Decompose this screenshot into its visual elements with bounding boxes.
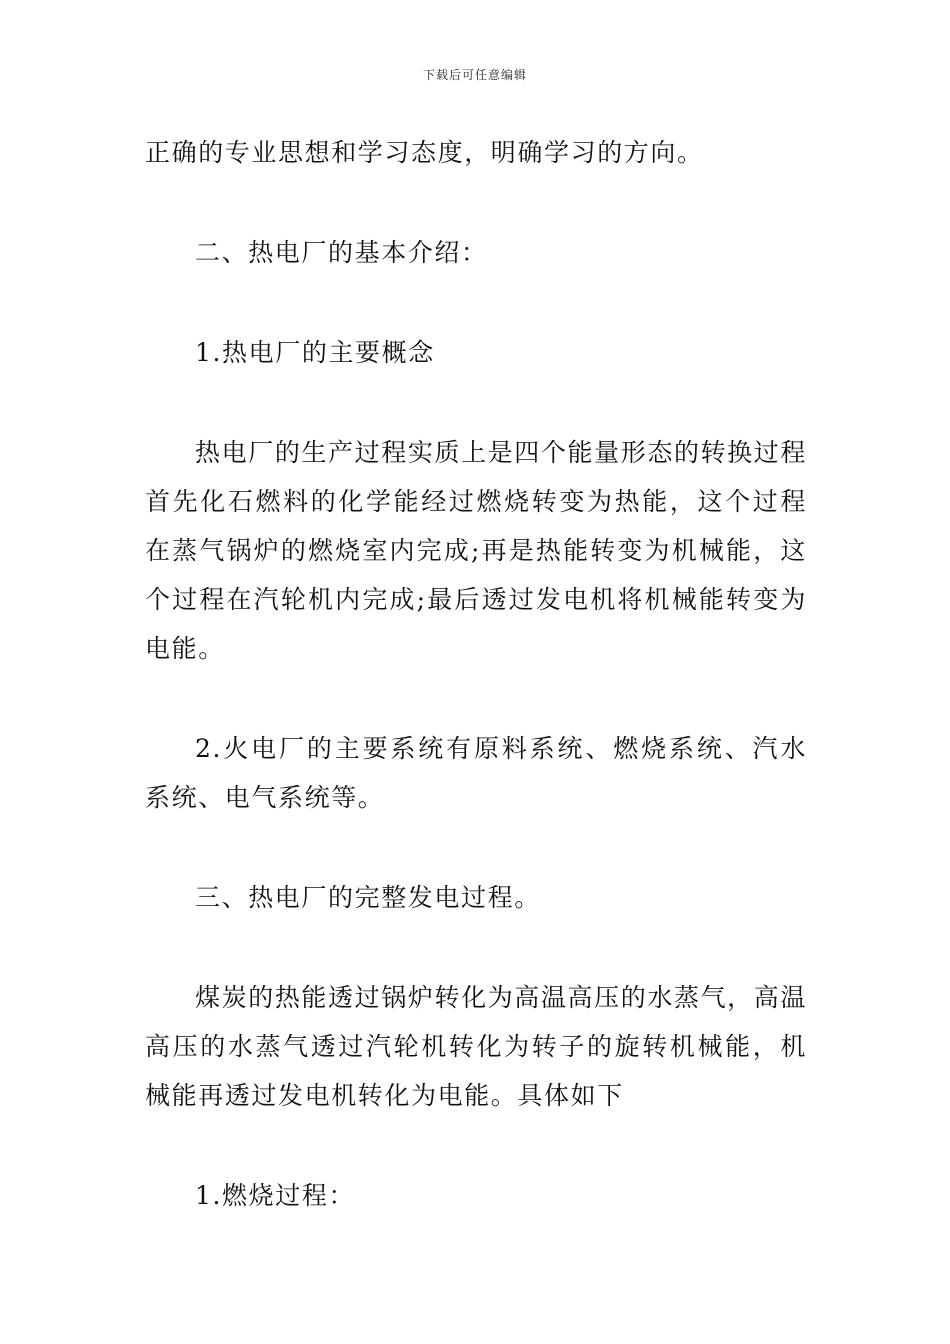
section-heading-2: 二、热电厂的基本介绍： xyxy=(195,238,488,267)
document-body xyxy=(145,128,807,1220)
paragraph-generation-process: 煤炭的热能透过锅炉转化为高温高压的水蒸气，高温高压的水蒸气透过汽轮机转化为转子的旋转机械能，机械能再透过发电机转化为电能。具体如下 xyxy=(145,983,807,1110)
paragraph-main-systems: 2.火电厂的主要系统有原料系统、燃烧系统、汽水系统、电气系统等。 xyxy=(145,734,807,812)
header-note: 下载后可任意编辑 xyxy=(422,68,527,82)
paragraph-continuation: 正确的专业思想和学习态度，明确学习的方向。 xyxy=(145,138,704,167)
subheading-main-concept: 1.热电厂的主要概念 xyxy=(195,338,435,367)
subheading-combustion: 1.燃烧过程： xyxy=(195,1181,356,1210)
paragraph-energy-conversion: 热电厂的生产过程实质上是四个能量形态的转换过程首先化石燃料的化学能经过燃烧转变为热能，这个过程在蒸气锅炉的燃烧室内完成;再是热能转变为机械能，这个过程在汽轮机内完成;最后透过发电机将机械能转变为电能。 xyxy=(145,438,807,663)
section-heading-3: 三、热电厂的完整发电过程。 xyxy=(195,883,541,912)
